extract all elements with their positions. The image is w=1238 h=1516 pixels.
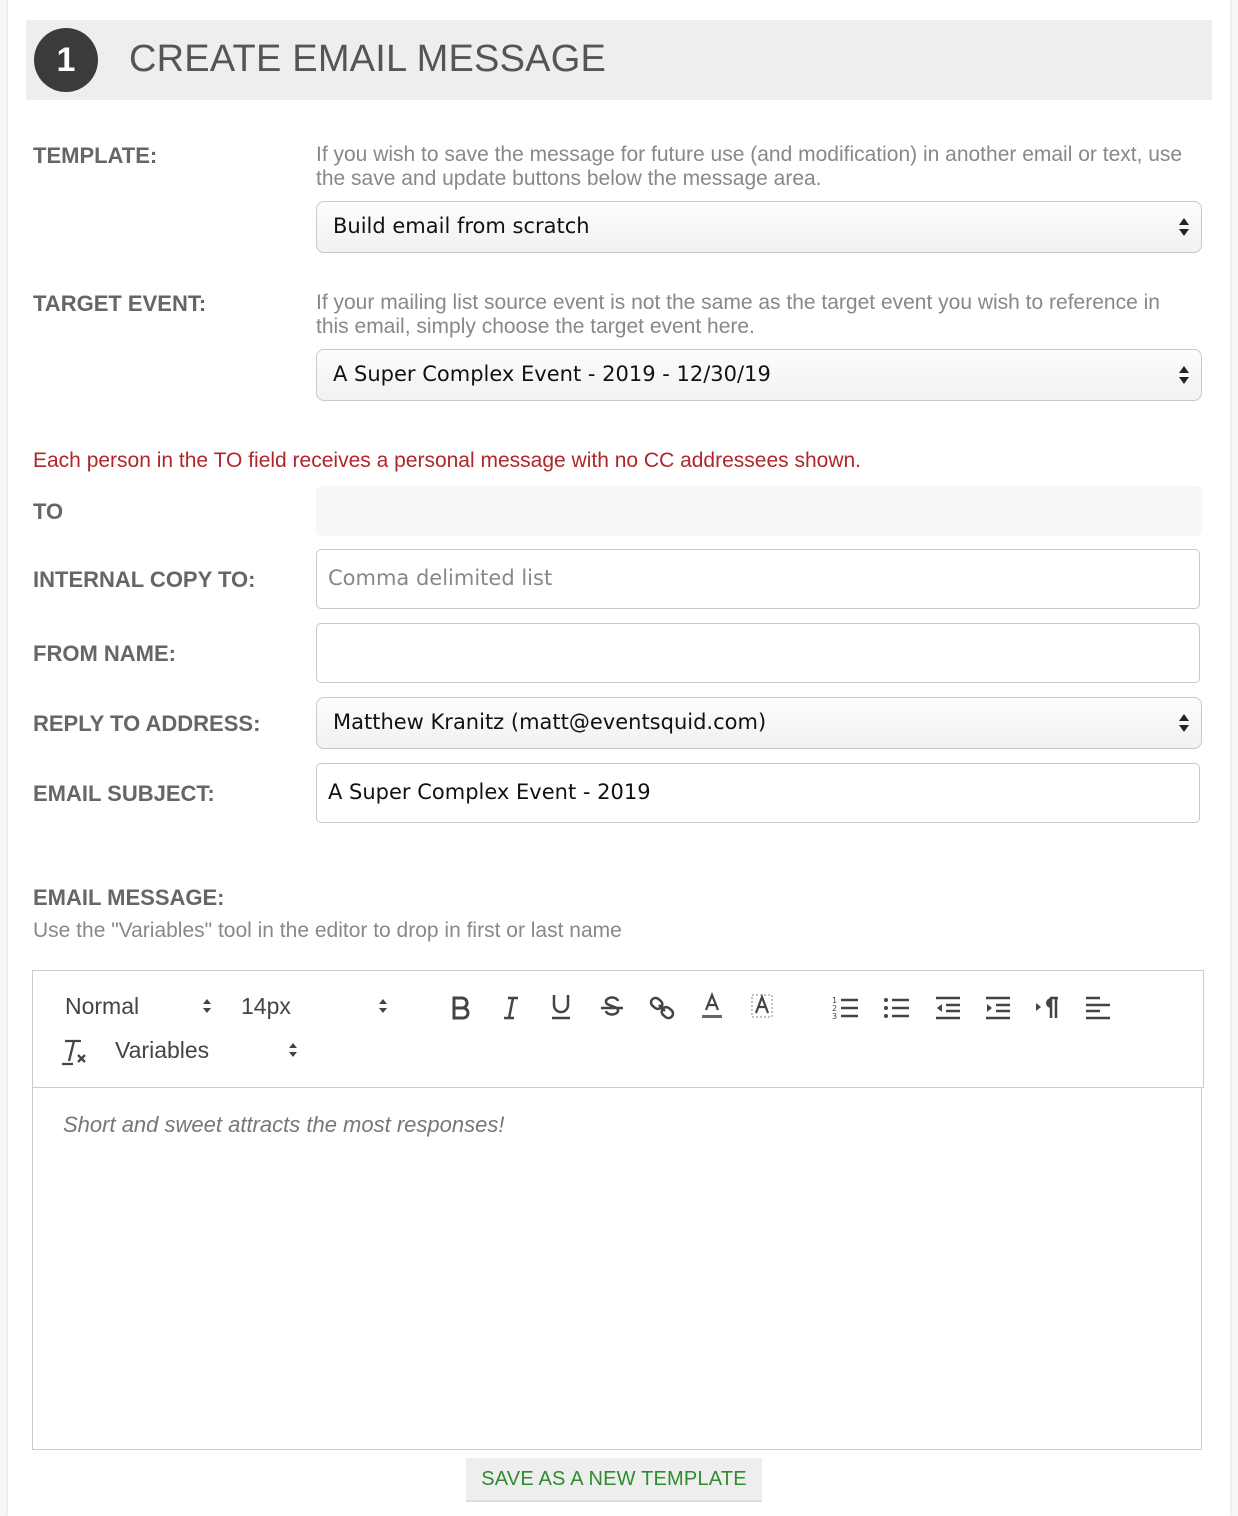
select-arrows-icon (1177, 711, 1191, 735)
svg-text:1: 1 (832, 996, 838, 1005)
link-icon[interactable] (647, 993, 677, 1023)
text-direction-icon[interactable] (1033, 993, 1063, 1023)
email-message-help-text: Use the "Variables" tool in the editor to drop in first or last name (33, 919, 622, 942)
font-size-picker[interactable] (241, 993, 391, 1020)
message-editor[interactable] (32, 1088, 1202, 1450)
reply-to-select-value: Matthew Kranitz (matt@eventsquid.com) (333, 710, 767, 734)
underline-icon[interactable] (546, 991, 576, 1021)
step-number-badge: 1 (34, 28, 98, 92)
internal-copy-label: INTERNAL COPY TO: (33, 567, 256, 592)
message-editor-placeholder: Short and sweet attracts the most responses! (63, 1112, 505, 1137)
template-select-value: Build email from scratch (333, 214, 590, 238)
format-picker[interactable] (65, 993, 215, 1020)
target-event-help-text: If your mailing list source event is not the same as the target event you wish to reference in this email, simply choose the target event here. (316, 291, 1160, 338)
select-arrows-icon (1177, 215, 1191, 239)
target-event-select[interactable] (316, 349, 1202, 401)
to-field-notice: Each person in the TO field receives a personal message with no CC addressees shown. (33, 449, 862, 472)
reply-to-select[interactable] (316, 697, 1202, 749)
picker-arrows-icon (287, 1040, 299, 1060)
font-color-icon[interactable] (697, 991, 727, 1021)
background-color-icon[interactable] (747, 991, 777, 1021)
internal-copy-input[interactable]: Comma delimited list (316, 549, 1200, 609)
bullet-list-icon[interactable] (882, 993, 912, 1023)
from-name-input[interactable] (316, 623, 1200, 683)
target-event-label: TARGET EVENT: (33, 291, 207, 316)
variables-picker-value: Variables (115, 1037, 210, 1063)
svg-text:2: 2 (832, 1004, 838, 1013)
select-arrows-icon (1177, 363, 1191, 387)
picker-arrows-icon (201, 996, 213, 1016)
email-subject-label: EMAIL SUBJECT: (33, 781, 215, 806)
outdent-icon[interactable] (933, 993, 963, 1023)
editor-toolbar (32, 970, 1204, 1088)
clear-format-icon[interactable] (59, 1037, 89, 1067)
template-select[interactable] (316, 201, 1202, 253)
from-name-label: FROM NAME: (33, 641, 176, 666)
svg-text:3: 3 (832, 1012, 838, 1021)
email-message-label: EMAIL MESSAGE: (33, 885, 225, 910)
target-event-select-value: A Super Complex Event - 2019 - 12/30/19 (333, 362, 771, 386)
template-help-text: If you wish to save the message for future use (and modification) in another email or text, use the save and update buttons below the message area. (316, 143, 1183, 190)
reply-to-label: REPLY TO ADDRESS: (33, 711, 261, 736)
template-label: TEMPLATE: (33, 143, 158, 168)
italic-icon[interactable] (496, 993, 526, 1023)
picker-arrows-icon (377, 996, 389, 1016)
section-title: CREATE EMAIL MESSAGE (129, 38, 606, 80)
ordered-list-icon[interactable] (831, 993, 861, 1023)
format-picker-value: Normal (65, 993, 140, 1019)
to-label: TO (33, 499, 64, 524)
to-field[interactable] (316, 486, 1202, 536)
variables-picker[interactable] (115, 1037, 305, 1064)
email-subject-input[interactable]: A Super Complex Event - 2019 (316, 763, 1200, 823)
bold-icon[interactable] (445, 993, 475, 1023)
align-icon[interactable] (1083, 993, 1113, 1023)
indent-icon[interactable] (983, 993, 1013, 1023)
strikethrough-icon[interactable] (597, 993, 627, 1023)
save-as-new-template-button[interactable]: SAVE AS A NEW TEMPLATE (466, 1458, 762, 1502)
font-size-picker-value: 14px (241, 993, 291, 1019)
